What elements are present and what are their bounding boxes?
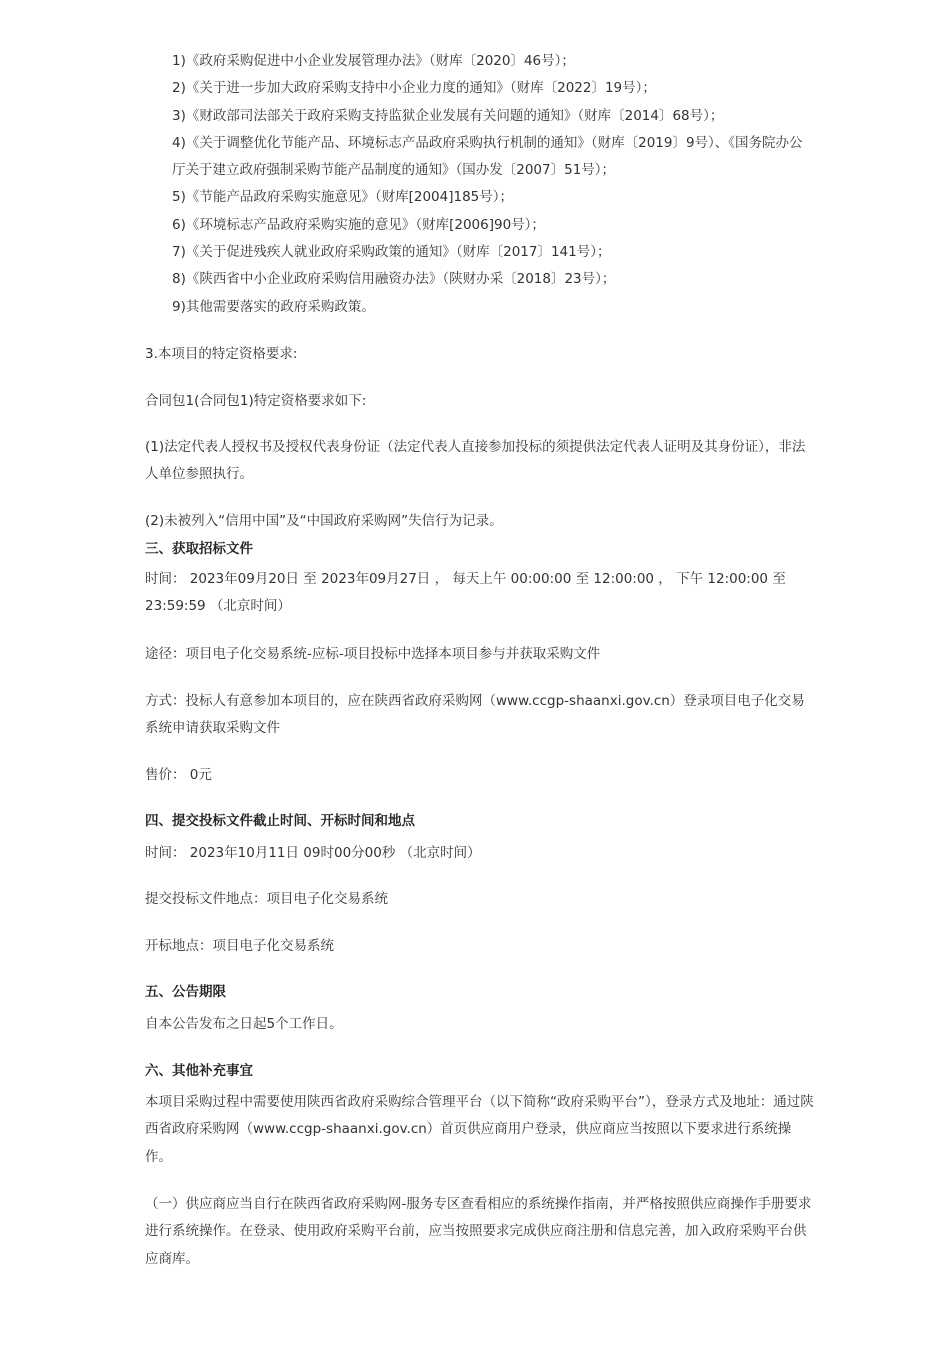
policy-list [172, 48, 812, 321]
deadline-time: 时间： 2023年10月11日 09时00分00秒 （北京时间） [145, 845, 481, 861]
section-heading-period: 五、公告期限 [145, 984, 226, 1000]
section-heading-other: 六、其他补充事宜 [145, 1063, 253, 1079]
obtain-method: 方式：投标人有意参加本项目的，应在陕西省政府采购网（www.ccgp-shaanxi.gov.cn）登录项目电子化交易系统申请获取采购文件 [145, 693, 805, 737]
policy-item: 4)《关于调整优化节能产品、环境标志产品政府采购执行机制的通知》（财库〔2019〕9号）、《国务院办公厅关于建立政府强制采购节能产品制度的通知》（国办发〔2007〕51号）； [172, 134, 803, 179]
other-paragraph-1: 本项目采购过程中需要使用陕西省政府采购综合管理平台（以下简称“政府采购平台”），登录方式及地址：通过陕西省政府采购网（www.ccgp-shaanxi.gov.cn）首页供应商用户登录，供应商应当按照以下要求进行系统操作。 [145, 1094, 814, 1165]
qualification-requirement-1: (1)法定代表人授权书及授权代表身份证（法定代表人直接参加投标的须提供法定代表人证明及其身份证），非法人单位参照执行。 [145, 439, 806, 483]
qualification-package: 合同包1(合同包1)特定资格要求如下: [145, 393, 367, 409]
obtain-route: 途径：项目电子化交易系统-应标-项目投标中选择本项目参与并获取采购文件 [145, 646, 601, 662]
policy-item: 2)《关于进一步加大政府采购支持中小企业力度的通知》（财库〔2022〕19号）； [172, 80, 656, 97]
submit-place: 提交投标文件地点：项目电子化交易系统 [145, 891, 388, 907]
period-text: 自本公告发布之日起5个工作日。 [145, 1016, 343, 1032]
policy-item: 5)《节能产品政府采购实施意见》（财库[2004]185号）； [172, 189, 514, 206]
obtain-time: 时间： 2023年09月20日 至 2023年09月27日 ， 每天上午 00:00:00 至 12:00:00 ， 下午 12:00:00 至 23:59:59 （北京时间） [145, 571, 786, 615]
policy-item: 1)《政府采购促进中小企业发展管理办法》（财库〔2020〕46号）； [172, 53, 575, 69]
policy-item: 3)《财政部司法部关于政府采购支持监狱企业发展有关问题的通知》（财库〔2014〕68号）； [172, 107, 724, 124]
policy-item: 6)《环境标志产品政府采购实施的意见》（财库[2006]90号）； [172, 216, 545, 233]
section-heading-deadline: 四、提交投标文件截止时间、开标时间和地点 [145, 813, 415, 829]
policy-item: 9)其他需要落实的政府采购政策。 [172, 298, 375, 315]
open-place: 开标地点：项目电子化交易系统 [145, 938, 334, 954]
qualification-requirement-2: (2)未被列入“信用中国”及“中国政府采购网”失信行为记录。 [145, 513, 503, 529]
policy-item: 7)《关于促进残疾人就业政府采购政策的通知》（财库〔2017〕141号）； [172, 244, 611, 261]
obtain-price: 售价： 0元 [145, 767, 212, 783]
other-paragraph-2: （一）供应商应当自行在陕西省政府采购网-服务专区查看相应的系统操作指南，并严格按照供应商操作手册要求进行系统操作。在登录、使用政府采购平台前，应当按照要求完成供应商注册和信息完善，加入政府采购平台供应商库。 [145, 1196, 812, 1267]
section-heading-obtain: 三、获取招标文件 [145, 541, 253, 557]
policy-item: 8)《陕西省中小企业政府采购信用融资办法》（陕财办采〔2018〕23号）； [172, 271, 616, 288]
qualification-title: 3.本项目的特定资格要求: [145, 346, 298, 362]
